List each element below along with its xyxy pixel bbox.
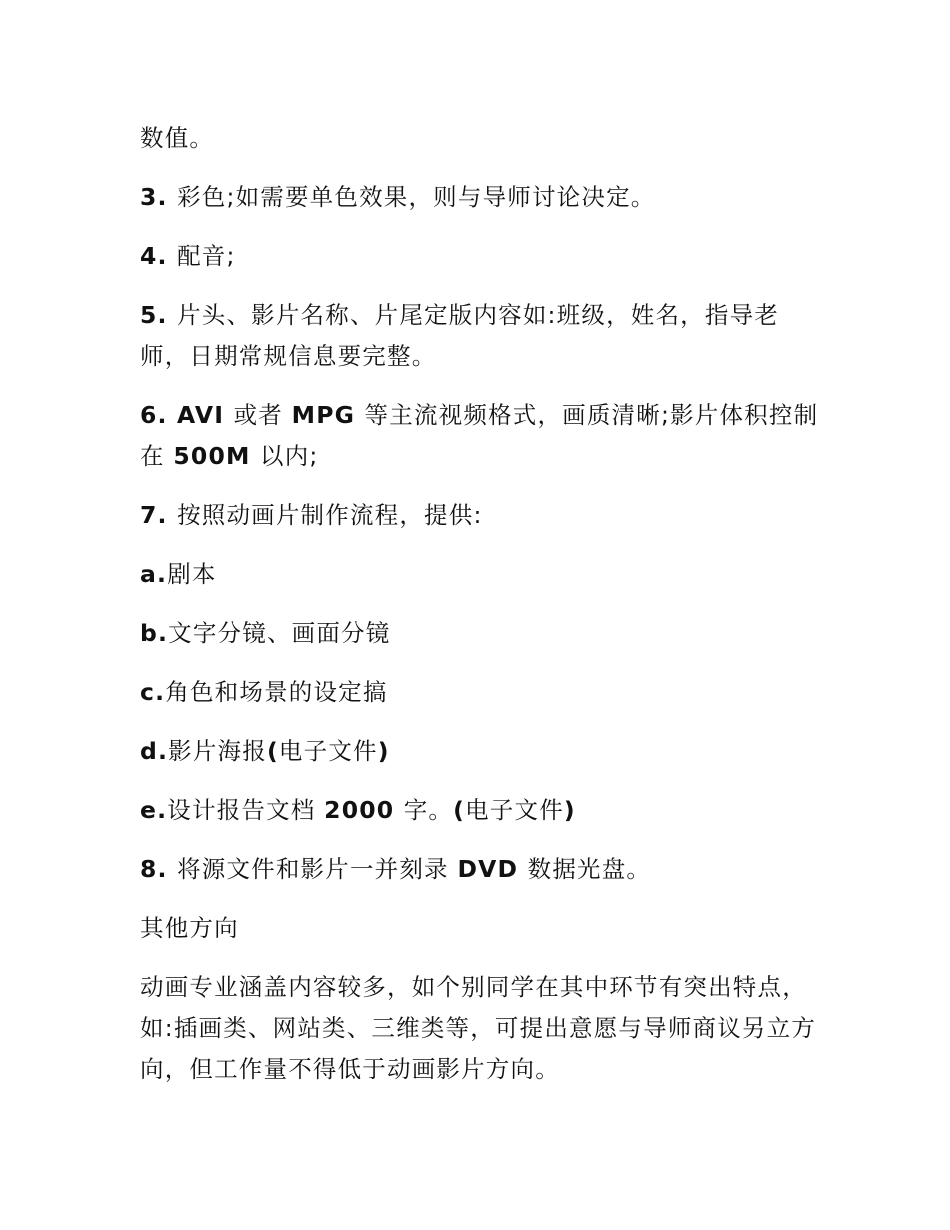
text-segment-bold: )	[563, 796, 576, 824]
paragraph-sub-c	[140, 672, 820, 713]
paragraph-item-6	[140, 395, 820, 477]
paragraph-sub-a	[140, 554, 820, 595]
item-number: 5.	[140, 301, 178, 329]
sub-item-letter: c.	[140, 678, 166, 706]
text-segment-bold: (	[266, 737, 279, 765]
paragraph-values-end	[140, 118, 820, 159]
text-segment: 文字分镜、画面分镜	[168, 619, 391, 647]
text-segment: 配音;	[177, 242, 236, 270]
section-heading-other-directions	[140, 908, 820, 949]
text-segment: 片头、影片名称、片尾定版内容如:班级，姓名，指导老师，日期常规信息要完整。	[140, 301, 779, 370]
paragraph-sub-d	[140, 731, 820, 772]
text-segment: 电子文件	[278, 737, 378, 765]
document-page	[140, 118, 820, 1108]
text-segment: 数据光盘。	[527, 855, 652, 883]
sub-item-letter: e.	[140, 796, 168, 824]
text-segment-bold: 2000	[324, 796, 404, 824]
text-segment: 字。	[403, 796, 454, 824]
sub-item-letter: b.	[140, 619, 169, 647]
text-segment: 数值。	[140, 124, 215, 152]
item-number: 8.	[140, 855, 178, 883]
text-segment-bold: DVD	[457, 855, 528, 883]
text-segment: 或者	[233, 401, 292, 429]
text-segment-bold: MPG	[291, 401, 365, 429]
paragraph-sub-b	[140, 613, 820, 654]
item-number: 7.	[140, 501, 178, 529]
sub-item-letter: d.	[140, 737, 169, 765]
text-segment: 等主流视频格式，画质清晰;影片体积控制在	[140, 401, 819, 470]
text-segment: 动画专业涵盖内容较多，如个别同学在其中环节有突出特点，如:插画类、网站类、三维类等，可提出意愿与导师商议另立方向，但工作量不得低于动画影片方向。	[140, 973, 817, 1083]
text-segment: 其他方向	[140, 914, 239, 942]
text-segment: 电子文件	[465, 796, 564, 824]
item-number: 6. AVI	[140, 401, 234, 429]
item-number: 4.	[140, 242, 178, 270]
text-segment-bold: 500M	[173, 442, 260, 470]
text-segment: 按照动画片制作流程，提供:	[177, 501, 483, 529]
text-segment: 彩色;如需要单色效果，则与导师讨论决定。	[177, 183, 656, 211]
paragraph-item-4	[140, 236, 820, 277]
text-segment-bold: )	[377, 737, 390, 765]
text-segment-bold: (	[453, 796, 466, 824]
text-segment: 设计报告文档	[167, 796, 325, 824]
paragraph-item-7	[140, 495, 820, 536]
text-segment: 以内;	[260, 442, 319, 470]
text-segment: 影片海报	[168, 737, 267, 765]
paragraph-sub-e	[140, 790, 820, 831]
text-segment: 角色和场景的设定搞	[165, 678, 388, 706]
text-segment: 剧本	[167, 560, 217, 588]
paragraph-item-5	[140, 295, 820, 377]
paragraph-item-8	[140, 849, 820, 890]
paragraph-other-directions-body	[140, 967, 820, 1090]
text-segment: 将源文件和影片一并刻录	[177, 855, 458, 883]
item-number: 3.	[140, 183, 178, 211]
sub-item-letter: a.	[140, 560, 168, 588]
paragraph-item-3	[140, 177, 820, 218]
